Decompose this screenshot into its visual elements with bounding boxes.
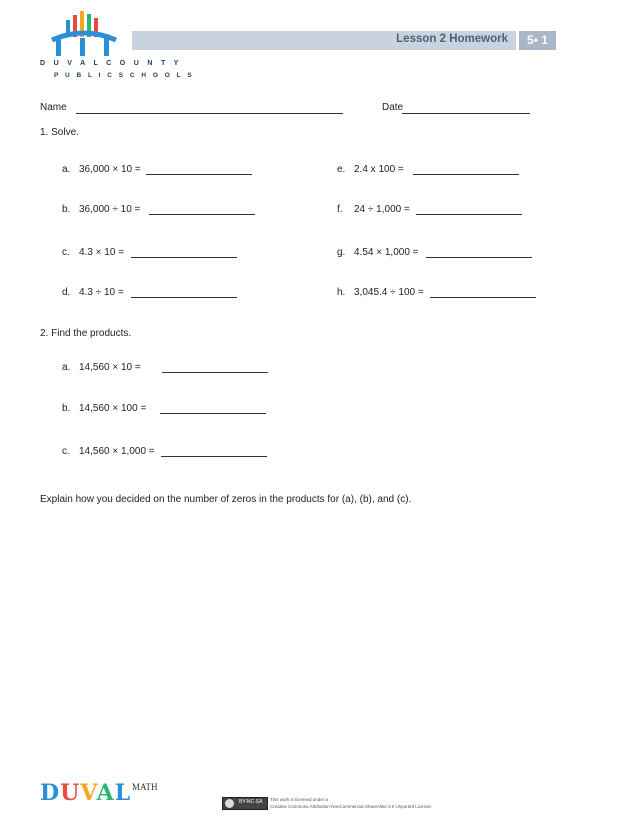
q1-item-label: b. [62, 204, 71, 215]
answer-blank[interactable] [146, 174, 252, 175]
q1-item-expression: 36,000 × 10 = [79, 164, 141, 175]
q2-item-expression: 14,560 × 1,000 = [79, 446, 155, 457]
q1-item-expression: 3,045.4 ÷ 100 = [354, 287, 424, 298]
q2-item-label: c. [62, 446, 70, 457]
answer-blank[interactable] [426, 257, 532, 258]
q1-item-label: d. [62, 287, 71, 298]
district-name: D U V A L C O U N T Y [40, 60, 182, 67]
q1-item-expression: 24 ÷ 1,000 = [354, 204, 410, 215]
answer-blank[interactable] [430, 297, 536, 298]
q2-item-expression: 14,560 × 10 = [79, 362, 141, 373]
lesson-header-bar [132, 31, 516, 50]
q1-item-label: a. [62, 164, 71, 175]
q2-item-label: a. [62, 362, 71, 373]
duval-footer-logo [40, 780, 131, 806]
q1-item-expression: 2.4 x 100 = [354, 164, 404, 175]
cc-icon [225, 799, 234, 808]
license-link[interactable]: Creative Commons Attribution-NonCommercial-ShareAlike 3.0 Unported License. [270, 804, 433, 809]
q1-item-label: g. [337, 247, 346, 258]
q2-item-expression: 14,560 × 100 = [79, 403, 147, 414]
logo-letter: U [60, 780, 81, 806]
date-field[interactable] [402, 113, 530, 114]
answer-blank[interactable] [161, 456, 267, 457]
q1-item-expression: 4.3 ÷ 10 = [79, 287, 124, 298]
logo-letter: L [114, 780, 132, 806]
answer-blank[interactable] [162, 372, 268, 373]
q1-item-label: h. [337, 287, 346, 298]
answer-blank[interactable] [416, 214, 522, 215]
date-label: Date [382, 102, 404, 113]
answer-blank[interactable] [413, 174, 519, 175]
q1-item-label: e. [337, 164, 346, 175]
q2-prompt: 2. Find the products. [40, 328, 132, 339]
answer-blank[interactable] [131, 297, 237, 298]
logo-letter: A [96, 780, 115, 806]
name-field[interactable] [76, 113, 343, 114]
module-badge-label: 5• 1 [527, 33, 548, 47]
explain-prompt: Explain how you decided on the number of zeros in the products for (a), (b), and (c). [40, 494, 412, 505]
license-text-line1: This work is licensed under a [270, 797, 329, 802]
q1-item-label: f. [337, 204, 343, 215]
logo-letter: D [40, 780, 61, 806]
lesson-title: Lesson 2 Homework [396, 33, 508, 45]
module-badge [519, 31, 556, 50]
q1-item-expression: 4.3 × 10 = [79, 247, 125, 258]
name-label: Name [40, 102, 67, 113]
q2-item-label: b. [62, 403, 71, 414]
answer-blank[interactable] [160, 413, 266, 414]
cc-badge-label: BY-NC-SA [239, 799, 263, 805]
q1-item-expression: 36,000 ÷ 10 = [79, 204, 141, 215]
math-label: MATH [132, 782, 158, 792]
cc-license-badge[interactable] [222, 797, 268, 810]
q1-item-expression: 4.54 × 1,000 = [354, 247, 419, 258]
answer-blank[interactable] [149, 214, 255, 215]
q1-prompt: 1. Solve. [40, 127, 79, 138]
district-subtitle: P U B L I C S C H O O L S [54, 72, 195, 79]
answer-blank[interactable] [131, 257, 237, 258]
q1-item-label: c. [62, 247, 70, 258]
logo-letter: V [80, 780, 97, 806]
